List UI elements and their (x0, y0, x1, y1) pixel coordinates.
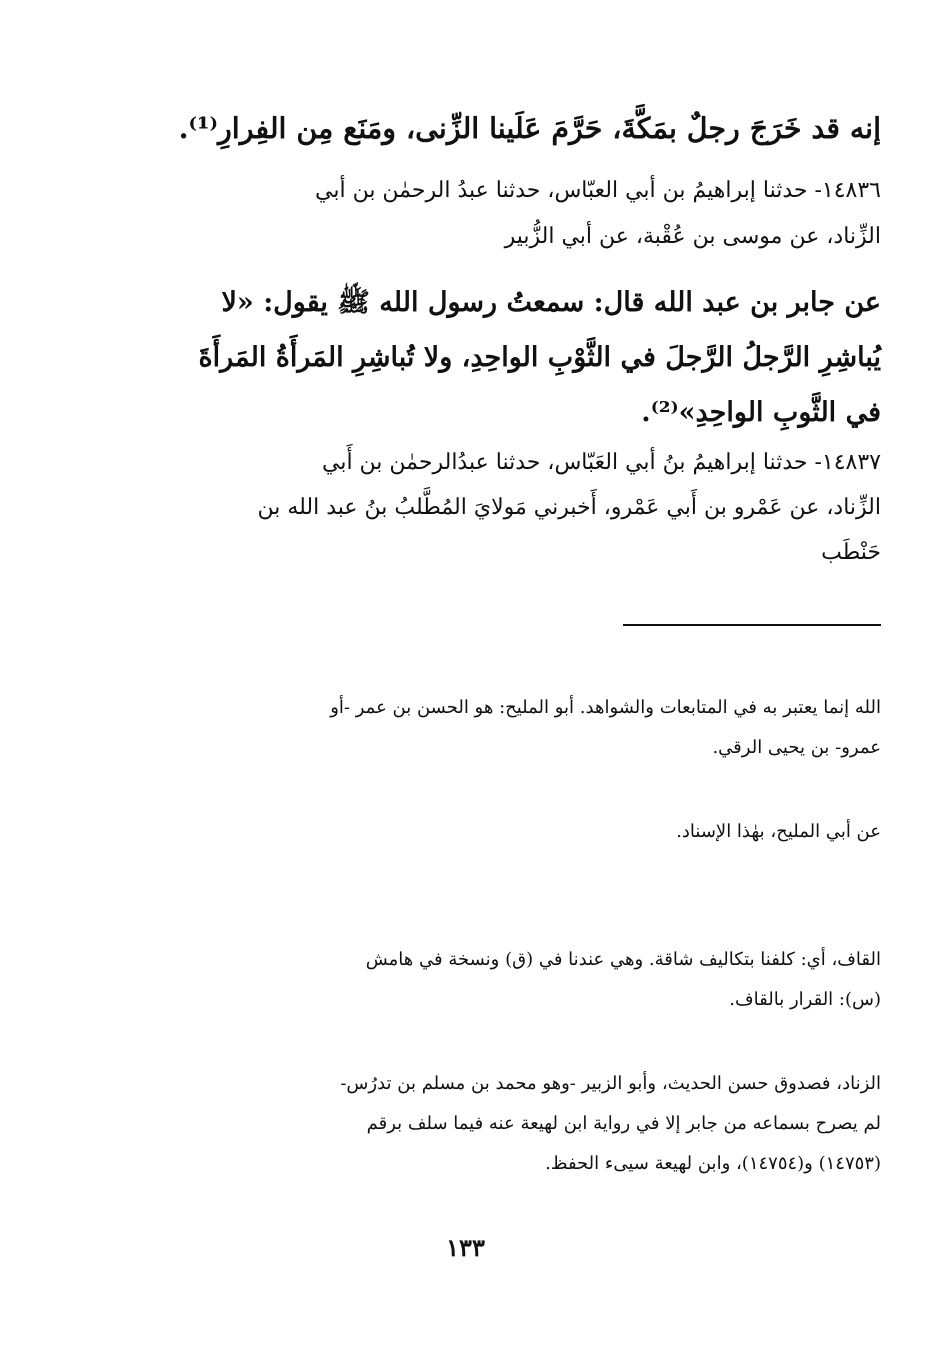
footnote-line: (١٤٧٥٣) و(١٤٧٥٤)، وابن لهيعة سيىء الحفظ. (545, 1153, 881, 1174)
footnote-line (169, 856, 881, 896)
text-line: في الثَّوبِ الواحِدِ»⁽²⁾. (641, 397, 881, 428)
text-line: الزِّناد، عن عَمْرو بن أَبي عَمْرو، أَخبرني مَولايَ المُطَّلبُ بنُ عبد الله بن (257, 495, 881, 520)
text-line: إنه قد خَرَجَ رجلٌ بمَكَّةَ، حَرَّمَ عَلَينا الزِّنى، ومَنَع مِن الفِرارِ⁽¹⁾. (178, 111, 881, 145)
hadith-14837-isnad (171, 440, 881, 575)
footnote-line: الزناد، فصدوق حسن الحديث، وأبو الزبير -وهو محمد بن مسلم بن تدرُس- (340, 1073, 881, 1094)
footnote-line: لم يصرح بسماعه من جابر إلا في رواية ابن لهيعة عنه فيما سلف برقم (366, 1113, 881, 1134)
footnote-line: عمرو- بن يحيى الرقي. (712, 737, 881, 758)
footnote-line (169, 648, 881, 688)
page-number: ١٣٣ (446, 1233, 485, 1262)
hadith-14836-matn (171, 275, 881, 440)
text-line: الزِّناد، عن موسى بن عُقْبة، عن أبي الزُّبير (504, 224, 881, 249)
footnote-line (169, 772, 881, 812)
footnote-1-takhrij (169, 772, 881, 852)
footnote-1-firar (169, 900, 881, 1020)
text-line: ١٤٨٣٧- حدثنا إبراهيمُ بنُ أبي العَبّاس، حدثنا عبدُالرحمٰن بن أَبي (321, 450, 881, 475)
footnote-separator (623, 624, 881, 626)
footnote-line (169, 1024, 881, 1064)
footnote-line: القاف، أي: كلفنا بتكاليف شاقة. وهي عندنا في (ق) ونسخة في هامش (365, 949, 881, 970)
footnote-2 (169, 1024, 881, 1184)
text-line: حَنْطَب (821, 540, 881, 565)
text-line: يُباشِرِ الرَّجلُ الرَّجلَ في الثَّوْبِ الواحِدِ، ولا تُباشِرِ المَرأَةُ المَرأَةَ (198, 342, 881, 373)
hadith-14836-isnad (171, 168, 881, 260)
footnote-1-sindi (169, 856, 881, 896)
footnote-line (169, 1188, 881, 1228)
footnote-line: الله إنما يعتبر به في المتابعات والشواهد. أبو المليح: هو الحسن بن عمر -أو (330, 697, 881, 718)
text-line: ١٤٨٣٦- حدثنا إبراهيمُ بن أبي العبّاس، حدثنا عبدُ الرحمٰن بن أبي (315, 178, 881, 203)
footnote-2-later (169, 1188, 881, 1228)
footnote-line: عن أبي المليح، بهٰذا الإسناد. (676, 821, 881, 842)
text-line: عن جابر بن عبد الله قال: سمعتُ رسول الله ﷺ يقول: «لا (221, 287, 881, 318)
footnote-1 (169, 648, 881, 768)
footnote-line (169, 900, 881, 940)
footnotes (169, 648, 881, 1232)
hadith-text-continuation (171, 100, 881, 156)
footnote-line: (س): القرار بالقاف. (729, 989, 881, 1010)
